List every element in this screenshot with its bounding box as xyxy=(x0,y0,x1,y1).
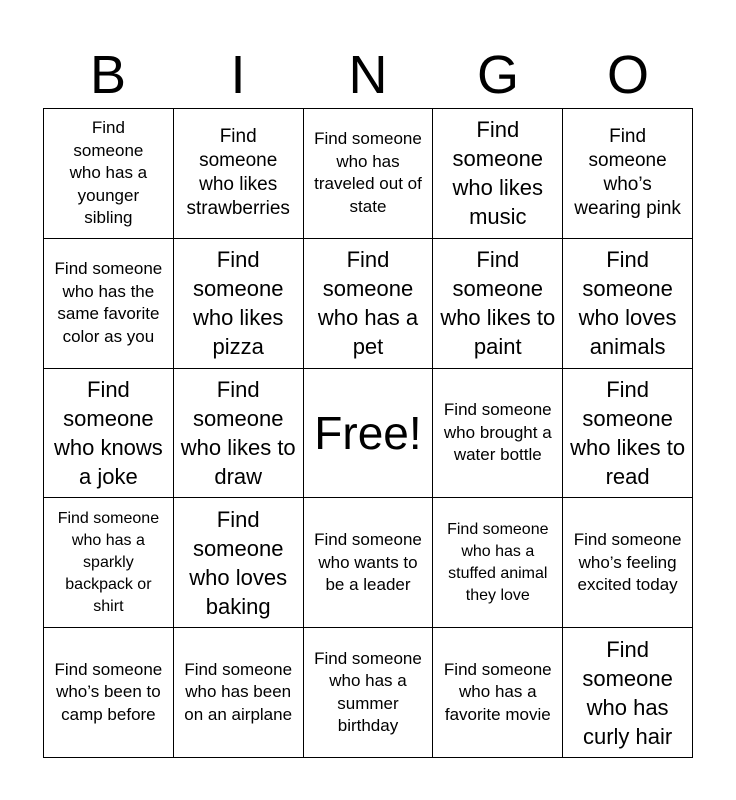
bingo-cell[interactable] xyxy=(174,109,304,239)
bingo-cell-text: Find someone who’s feeling excited today xyxy=(573,530,682,595)
bingo-card-grid xyxy=(43,108,693,758)
header-letter-b: B xyxy=(89,45,127,105)
bingo-cell[interactable] xyxy=(174,239,304,369)
bingo-cell-text: Find someone who brought a water bottle xyxy=(443,400,552,465)
header-letter-g: G xyxy=(476,45,519,105)
bingo-cell-text: Find someone who has curly hair xyxy=(582,636,673,749)
bingo-cell[interactable] xyxy=(174,369,304,499)
bingo-cell-text: Find someone who has traveled out of state xyxy=(314,129,422,216)
bingo-cell-text: Find someone who loves baking xyxy=(189,506,288,619)
bingo-cell-text: Find someone who likes to read xyxy=(570,376,686,489)
bingo-cell[interactable] xyxy=(304,109,434,239)
bingo-cell[interactable] xyxy=(44,498,174,628)
bingo-cell-text: Find someone who has been on an airplane xyxy=(184,659,293,724)
bingo-cell-text: Find someone who has a favorite movie xyxy=(443,659,552,724)
bingo-cell[interactable] xyxy=(433,239,563,369)
bingo-cell[interactable] xyxy=(563,498,693,628)
bingo-cell-text: Find someone who loves animals xyxy=(578,247,677,360)
bingo-cell[interactable] xyxy=(174,498,304,628)
bingo-cell-text: Find someone who’s been to camp before xyxy=(54,659,163,724)
bingo-cell-text: Find someone who has a summer birthday xyxy=(314,648,422,736)
bingo-cell-text: Find someone who has a stuffed animal they love xyxy=(447,520,549,604)
header-letter-n: N xyxy=(348,45,388,105)
bingo-cell-text: Find someone who has a sparkly backpack or shirt xyxy=(57,509,160,615)
bingo-cell-text: Find someone who has a pet xyxy=(317,247,419,360)
bingo-cell[interactable] xyxy=(304,239,434,369)
bingo-cell-text: Find someone who’s wearing pink xyxy=(574,126,681,220)
bingo-cell[interactable] xyxy=(433,628,563,758)
bingo-cell[interactable] xyxy=(433,109,563,239)
bingo-cell[interactable] xyxy=(174,628,304,758)
bingo-cell-text: Find someone who likes pizza xyxy=(192,247,284,360)
bingo-cell-text: Find someone who likes music xyxy=(452,117,544,230)
bingo-cell-text: Find someone who has the same favorite color as you xyxy=(54,259,163,346)
bingo-cell-text: Find someone who likes strawberries xyxy=(186,126,290,220)
bingo-cell[interactable] xyxy=(563,239,693,369)
bingo-cell[interactable] xyxy=(304,498,434,628)
bingo-cell[interactable] xyxy=(563,109,693,239)
free-space-cell[interactable] xyxy=(304,369,434,499)
bingo-cell[interactable] xyxy=(433,369,563,499)
header-letter-i: I xyxy=(230,45,246,105)
bingo-cell-text: Find someone who knows a joke xyxy=(53,376,163,489)
bingo-cell[interactable] xyxy=(563,628,693,758)
free-space-text: Free! xyxy=(314,406,422,459)
bingo-cell-text: Find someone who likes to draw xyxy=(180,376,296,489)
bingo-cell[interactable] xyxy=(304,628,434,758)
bingo-header xyxy=(43,42,693,108)
bingo-cell[interactable] xyxy=(44,109,174,239)
header-letter-o: O xyxy=(606,45,649,105)
bingo-cell[interactable] xyxy=(44,369,174,499)
bingo-cell-text: Find someone who wants to be a leader xyxy=(314,530,422,595)
bingo-cell[interactable] xyxy=(433,498,563,628)
bingo-cell-text: Find someone who has a younger sibling xyxy=(69,118,148,228)
bingo-cell[interactable] xyxy=(563,369,693,499)
bingo-cell[interactable] xyxy=(44,239,174,369)
bingo-cell-text: Find someone who likes to paint xyxy=(440,247,556,360)
bingo-cell[interactable] xyxy=(44,628,174,758)
